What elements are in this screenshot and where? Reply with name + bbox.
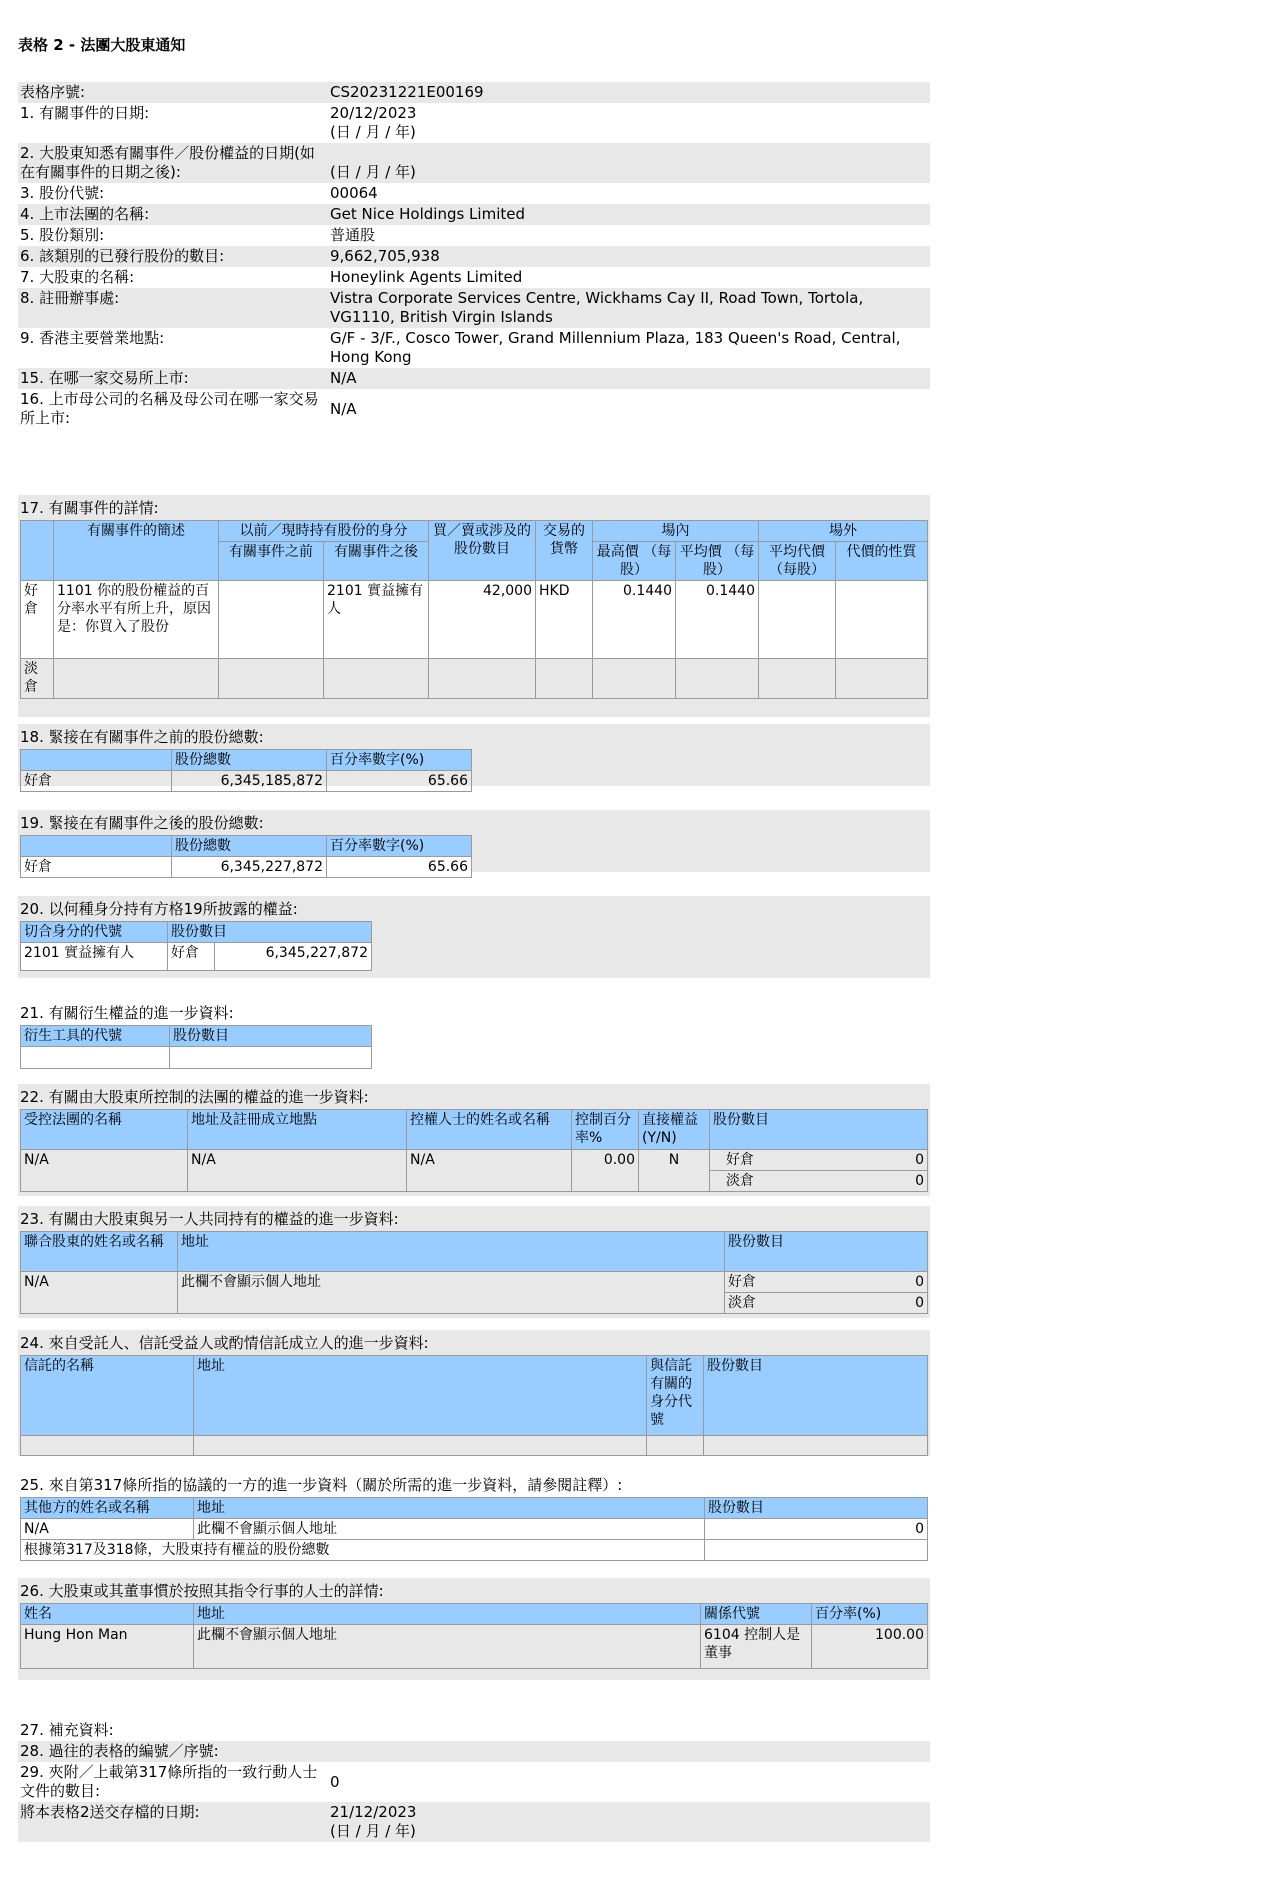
info-label: 4. 上市法團的名稱: <box>20 205 150 223</box>
percentage: 65.66 <box>327 771 472 792</box>
event-details-table <box>20 520 928 699</box>
col-header: 平均價 （每股） <box>676 542 759 581</box>
shares-after-table <box>20 835 472 878</box>
info-label: 1. 有關事件的日期: <box>20 104 150 122</box>
avg-price-cell: 0.1440 <box>676 581 759 659</box>
info-row <box>18 204 930 225</box>
capacity-table <box>20 921 372 971</box>
col-header: 信託的名稱 <box>21 1356 194 1436</box>
total-label: 根據第317及318條，大股東持有權益的股份總數 <box>21 1540 705 1561</box>
info-row <box>18 82 930 103</box>
section-heading: 21. 有關衍生權益的進一步資料: <box>20 1004 234 1022</box>
info-row <box>18 1741 930 1762</box>
info-value: (日 / 月 / 年) <box>330 163 416 181</box>
col-header: 有關事件的簡述 <box>54 521 219 581</box>
section-heading: 24. 來自受託人、信託受益人或酌情信託成立人的進一步資料: <box>20 1334 429 1352</box>
info-row <box>18 1720 930 1741</box>
col-header: 百分率數字(%) <box>327 750 472 771</box>
info-row <box>18 103 930 143</box>
section-heading: 18. 緊接在有關事件之前的股份總數: <box>20 728 264 746</box>
section-18 <box>18 724 930 789</box>
info-row <box>18 328 930 368</box>
info-row <box>18 183 930 204</box>
info-label: 6. 該類別的已發行股份的數目: <box>20 247 225 265</box>
col-header: 平均代價 （每股） <box>759 542 836 581</box>
section-25 <box>18 1472 930 1568</box>
info-label: 8. 註冊辦事處: <box>20 289 120 307</box>
joint-holder-table <box>20 1231 928 1314</box>
capacity-code: 2101 實益擁有人 <box>21 943 168 971</box>
section-21 <box>18 1000 930 1070</box>
share-count: 0 <box>865 1293 928 1314</box>
col-header: 股份數目 <box>710 1110 928 1150</box>
info-row <box>18 267 930 288</box>
info-value <box>328 1741 930 1762</box>
info-value: Vistra Corporate Services Centre, Wickhams Cay II, Road Town, Tortola, VG1110, British Virgin Islands <box>330 289 864 326</box>
info-label: 27. 補充資料: <box>20 1721 114 1739</box>
col-header: 地址 <box>178 1232 725 1272</box>
derivative-table <box>20 1025 372 1069</box>
col-header: 代價的性質 <box>836 542 928 581</box>
share-count: 0 <box>865 1272 928 1293</box>
after-cell: 2101 實益擁有人 <box>324 581 429 659</box>
col-header: 地址 <box>194 1498 705 1519</box>
section-20 <box>18 896 930 978</box>
section-19 <box>18 810 930 875</box>
col-header: 股份數目 <box>725 1232 928 1272</box>
info-table-top <box>18 82 930 429</box>
col-header: 以前／現時持有股份的身分 <box>219 521 429 542</box>
total-shares: 6,345,227,872 <box>172 857 327 878</box>
percentage: 65.66 <box>327 857 472 878</box>
col-header: 與信託有關的身分代號 <box>647 1356 704 1436</box>
col-header: 衍生工具的代號 <box>21 1026 170 1047</box>
col-header: 直接權益(Y/N) <box>639 1110 710 1150</box>
share-count: 0 <box>705 1519 928 1540</box>
corp-name: N/A <box>21 1150 188 1192</box>
info-value: 9,662,705,938 <box>330 247 440 265</box>
position-label: 淡倉 <box>725 1293 865 1314</box>
currency-cell: HKD <box>536 581 593 659</box>
before-cell <box>219 581 324 659</box>
info-value: 0 <box>330 1772 340 1791</box>
col-header: 姓名 <box>21 1604 194 1625</box>
section-heading: 25. 來自第317條所指的協議的一方的進一步資料（關於所需的進一步資料，請參閱註釋）: <box>20 1476 623 1494</box>
control-pct: 0.00 <box>572 1150 639 1192</box>
col-header: 關係代號 <box>701 1604 812 1625</box>
section-17 <box>18 495 930 717</box>
shares-cell: 42,000 <box>429 581 536 659</box>
trust-table <box>20 1355 928 1456</box>
section-24 <box>18 1330 930 1456</box>
col-header: 場外 <box>759 521 928 542</box>
section-heading: 23. 有關由大股東與另一人共同持有的權益的進一步資料: <box>20 1210 399 1228</box>
relationship: 6104 控制人是董事 <box>701 1625 812 1669</box>
col-header: 聯合股東的姓名或名稱 <box>21 1232 178 1272</box>
section-26 <box>18 1578 930 1680</box>
info-value: 21/12/2023 (日 / 月 / 年) <box>328 1802 930 1842</box>
info-label: 將本表格2送交存檔的日期: <box>18 1802 328 1842</box>
party-address: 此欄不會顯示個人地址 <box>194 1519 705 1540</box>
col-header: 其他方的姓名或名稱 <box>21 1498 194 1519</box>
info-value <box>328 1720 930 1741</box>
col-header: 有關事件之後 <box>324 542 429 581</box>
info-table-bottom <box>18 1720 930 1842</box>
position-label: 好倉 <box>710 1150 875 1171</box>
col-header: 百分率數字(%) <box>327 836 472 857</box>
info-value: Honeylink Agents Limited <box>330 268 523 286</box>
col-header: 交易的貨幣 <box>536 521 593 581</box>
event-desc: 1101 你的股份權益的百分率水平有所上升，原因是：你買入了股份 <box>54 581 219 659</box>
info-row <box>18 1762 930 1802</box>
col-header: 地址及註冊成立地點 <box>188 1110 407 1150</box>
person-address: 此欄不會顯示個人地址 <box>194 1625 701 1669</box>
share-count: 0 <box>874 1171 927 1192</box>
info-label: 16. 上市母公司的名稱及母公司在哪一家交易所上市: <box>20 390 319 427</box>
info-value: N/A <box>330 399 357 418</box>
section-heading: 26. 大股東或其董事慣於按照其指令行事的人士的詳情: <box>20 1582 384 1600</box>
col-header: 控權人士的姓名或名稱 <box>407 1110 572 1150</box>
info-value: N/A <box>330 369 357 387</box>
info-row <box>18 1802 930 1842</box>
section-heading: 22. 有關由大股東所控制的法團的權益的進一步資料: <box>20 1088 369 1106</box>
info-value: Get Nice Holdings Limited <box>330 205 525 223</box>
section-22 <box>18 1084 930 1196</box>
info-row <box>18 389 930 429</box>
info-label: 9. 香港主要營業地點: <box>20 329 165 347</box>
controlled-corp-table <box>20 1109 928 1192</box>
col-header: 切合身分的代號 <box>21 922 168 943</box>
info-value: CS20231221E00169 <box>330 83 484 101</box>
share-count: 6,345,227,872 <box>215 943 372 971</box>
party-name: N/A <box>21 1519 194 1540</box>
controller-name: N/A <box>407 1150 572 1192</box>
info-value: 20/12/2023 (日 / 月 / 年) <box>330 104 417 141</box>
position-label: 好倉 <box>21 581 54 659</box>
person-name: Hung Hon Man <box>21 1625 194 1669</box>
table-row <box>21 581 928 659</box>
info-row <box>18 225 930 246</box>
col-header: 百分率(%) <box>812 1604 928 1625</box>
col-header: 有關事件之前 <box>219 542 324 581</box>
info-row <box>18 143 930 183</box>
section-23 <box>18 1206 930 1318</box>
info-value: 普通股 <box>330 226 376 244</box>
col-header: 股份總數 <box>172 836 327 857</box>
info-value: G/F - 3/F., Cosco Tower, Grand Millennium Plaza, 183 Queen's Road, Central, Hong Kong <box>330 329 901 366</box>
col-header: 場內 <box>593 521 759 542</box>
position-label: 好倉 <box>725 1272 865 1293</box>
form-title: 表格 2 - 法團大股東通知 <box>18 36 186 54</box>
position-label: 淡倉 <box>710 1171 875 1192</box>
info-label: 15. 在哪一家交易所上市: <box>20 369 189 387</box>
info-label: 表格序號: <box>20 83 86 101</box>
high-price-cell: 0.1440 <box>593 581 676 659</box>
info-row <box>18 288 930 328</box>
person-table <box>20 1603 928 1669</box>
section-heading: 19. 緊接在有關事件之後的股份總數: <box>20 814 264 832</box>
info-label: 29. 夾附／上載第317條所指的一致行動人士文件的數目: <box>20 1763 318 1800</box>
position-label: 好倉 <box>21 771 172 792</box>
info-row <box>18 246 930 267</box>
agreement-party-table <box>20 1497 928 1561</box>
col-header: 股份數目 <box>705 1498 928 1519</box>
position-label: 好倉 <box>168 943 215 971</box>
col-header: 股份數目 <box>704 1356 928 1436</box>
shares-before-table <box>20 749 472 792</box>
col-header: 控制百分率% <box>572 1110 639 1150</box>
info-label: 7. 大股東的名稱: <box>20 268 135 286</box>
holder-name: N/A <box>21 1272 178 1314</box>
section-heading: 17. 有關事件的詳情: <box>20 499 159 517</box>
col-header: 買／賣或涉及的股份數目 <box>429 521 536 581</box>
col-header: 地址 <box>194 1356 647 1436</box>
info-row <box>18 368 930 389</box>
total-shares: 6,345,185,872 <box>172 771 327 792</box>
position-label: 好倉 <box>21 857 172 878</box>
info-label: 3. 股份代號: <box>20 184 105 202</box>
info-label: 2. 大股東知悉有關事件／股份權益的日期(如在有關事件的日期之後): <box>20 144 315 181</box>
col-header: 最高價 （每股） <box>593 542 676 581</box>
col-header: 股份總數 <box>172 750 327 771</box>
share-count: 0 <box>874 1150 927 1171</box>
col-header: 股份數目 <box>170 1026 372 1047</box>
table-row <box>21 659 928 699</box>
position-label: 淡倉 <box>21 659 54 699</box>
holder-address: 此欄不會顯示個人地址 <box>178 1272 725 1314</box>
info-label: 5. 股份類別: <box>20 226 105 244</box>
percentage: 100.00 <box>812 1625 928 1669</box>
section-heading: 20. 以何種身分持有方格19所披露的權益: <box>20 900 298 918</box>
col-header: 受控法團的名稱 <box>21 1110 188 1150</box>
col-header: 股份數目 <box>168 922 372 943</box>
col-header: 地址 <box>194 1604 701 1625</box>
info-value: 00064 <box>330 184 378 202</box>
info-label: 28. 過往的表格的編號／序號: <box>18 1741 328 1762</box>
corp-address: N/A <box>188 1150 407 1192</box>
direct-interest: N <box>639 1150 710 1192</box>
